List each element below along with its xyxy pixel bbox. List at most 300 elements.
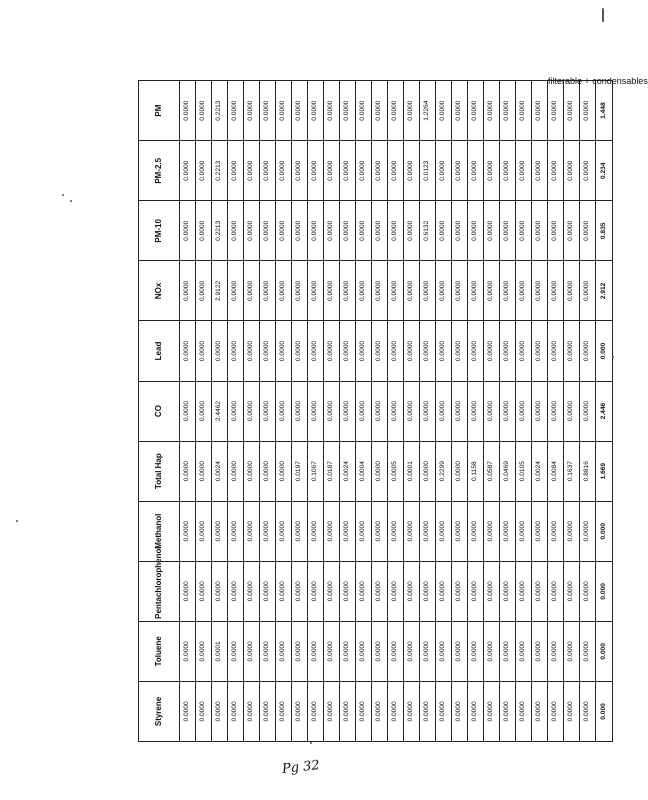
table-cell: 0.0000 — [420, 261, 436, 321]
table-cell: 0.0000 — [228, 81, 244, 141]
table-cell: 0.0000 — [196, 321, 212, 381]
table-cell: 0.0000 — [436, 81, 452, 141]
table-cell: 0.0000 — [468, 621, 484, 681]
table-cell: 0.0000 — [292, 621, 308, 681]
table-cell: 0.0469 — [500, 441, 516, 501]
table-row — [420, 81, 436, 742]
total-cell: 2.912 — [596, 261, 613, 321]
table-cell: 0.0000 — [276, 621, 292, 681]
table-cell: 0.0000 — [420, 681, 436, 741]
table-cell: 0.0000 — [500, 501, 516, 561]
table-cell: 0.0000 — [244, 381, 260, 441]
table-cell: 0.0000 — [228, 441, 244, 501]
table-cell: 0.0123 — [420, 141, 436, 201]
table-cell: 0.0000 — [180, 681, 196, 741]
table-cell: 0.0000 — [484, 261, 500, 321]
table-row — [564, 81, 580, 742]
table-cell: 0.0001 — [212, 621, 228, 681]
table-cell: 0.0000 — [276, 501, 292, 561]
table-cell: 0.0000 — [516, 81, 532, 141]
col-header: Styrene — [139, 681, 180, 741]
table-cell: 0.0000 — [404, 561, 420, 621]
table-row — [532, 81, 548, 742]
header-row — [139, 81, 180, 742]
table-cell: 0.0000 — [228, 621, 244, 681]
table-cell: 0.0000 — [388, 261, 404, 321]
table-cell: 0.0000 — [564, 321, 580, 381]
table-cell: 0.0000 — [180, 261, 196, 321]
table-row — [500, 81, 516, 742]
table-cell: 0.0000 — [308, 141, 324, 201]
table-cell: 0.0000 — [548, 201, 564, 261]
table-cell: 0.0000 — [196, 441, 212, 501]
table-cell: 0.0000 — [260, 141, 276, 201]
table-cell: 0.0000 — [484, 81, 500, 141]
table-cell: 0.0000 — [324, 321, 340, 381]
table-cell: 0.0000 — [356, 501, 372, 561]
table-cell: 0.0000 — [340, 321, 356, 381]
table-cell: 0.0000 — [340, 501, 356, 561]
table-row — [580, 81, 596, 742]
table-cell: 0.0000 — [228, 381, 244, 441]
table-cell: 0.0000 — [308, 381, 324, 441]
table-cell: 0.0000 — [356, 381, 372, 441]
table-cell: 0.0000 — [468, 681, 484, 741]
table-cell: 0.1067 — [308, 441, 324, 501]
table-cell: 0.0000 — [260, 321, 276, 381]
table-cell: 0.0000 — [484, 621, 500, 681]
col-header: PM — [139, 81, 180, 141]
table-cell: 0.6132 — [420, 201, 436, 261]
table-cell: 0.0000 — [388, 561, 404, 621]
table-cell: 0.0000 — [324, 141, 340, 201]
table-cell: 0.0000 — [292, 141, 308, 201]
table-cell: 0.0000 — [548, 381, 564, 441]
table-cell: 0.0000 — [500, 621, 516, 681]
table-cell: 0.0000 — [340, 81, 356, 141]
table-cell: 0.0000 — [532, 561, 548, 621]
table-cell: 0.0000 — [420, 501, 436, 561]
table-cell: 0.0000 — [436, 621, 452, 681]
table-cell: 0.0000 — [580, 561, 596, 621]
table-cell: 0.0000 — [484, 501, 500, 561]
table-cell: 0.0000 — [532, 381, 548, 441]
table-cell: 0.0000 — [468, 501, 484, 561]
table-cell: 0.0000 — [388, 201, 404, 261]
table-cell: 0.0000 — [228, 261, 244, 321]
table-cell: 0.0000 — [532, 261, 548, 321]
scan-speck — [70, 200, 72, 202]
table-row — [356, 81, 372, 742]
table-row — [452, 81, 468, 742]
table-cell: 0.0000 — [324, 81, 340, 141]
table-cell: 0.0000 — [324, 261, 340, 321]
table-cell: 0.0000 — [548, 321, 564, 381]
table-cell: 0.0000 — [276, 261, 292, 321]
table-cell: 0.0000 — [244, 561, 260, 621]
table-cell: 0.0000 — [388, 381, 404, 441]
table-cell: 0.0000 — [420, 381, 436, 441]
table-cell: 0.0000 — [212, 681, 228, 741]
table-cell: 0.0000 — [548, 501, 564, 561]
table-cell: 0.0000 — [484, 201, 500, 261]
table-cell: 0.0000 — [260, 261, 276, 321]
table-cell: 0.0000 — [452, 561, 468, 621]
table-cell: 0.0000 — [484, 381, 500, 441]
scan-speck — [602, 8, 604, 22]
table-cell: 0.0000 — [260, 681, 276, 741]
table-cell: 0.0000 — [356, 141, 372, 201]
table-cell: 0.0000 — [260, 381, 276, 441]
table-cell: 0.0000 — [388, 141, 404, 201]
table-row — [276, 81, 292, 742]
table-cell: 0.0000 — [404, 621, 420, 681]
table-cell: 0.0000 — [388, 681, 404, 741]
table-cell: 0.0024 — [212, 441, 228, 501]
table-cell: 0.0000 — [196, 621, 212, 681]
table-cell: 2.9122 — [212, 261, 228, 321]
table-cell: 0.0000 — [324, 561, 340, 621]
table-cell: 0.0000 — [404, 201, 420, 261]
table-cell: 0.0000 — [292, 681, 308, 741]
table-cell: 0.0000 — [500, 381, 516, 441]
table-cell: 0.0000 — [436, 561, 452, 621]
table-cell: 0.0000 — [564, 381, 580, 441]
table-cell: 0.0000 — [532, 621, 548, 681]
col-header: Total Hap — [139, 441, 180, 501]
table-cell: 0.0000 — [372, 381, 388, 441]
table-cell: 0.0000 — [372, 201, 388, 261]
table-cell: 0.0000 — [276, 201, 292, 261]
table-cell: 0.1637 — [564, 441, 580, 501]
table-cell: 0.2299 — [436, 441, 452, 501]
table-cell: 0.0000 — [580, 81, 596, 141]
table-cell: 0.0000 — [244, 321, 260, 381]
table-body — [180, 81, 613, 742]
table-cell: 0.0000 — [404, 321, 420, 381]
table-cell: 0.0000 — [580, 321, 596, 381]
table-cell: 0.0000 — [308, 321, 324, 381]
table-cell: 0.0000 — [196, 81, 212, 141]
table-cell: 0.0000 — [452, 81, 468, 141]
table-note: filterable + condensables — [548, 76, 648, 86]
table-row — [228, 81, 244, 742]
table-cell: 0.0000 — [468, 321, 484, 381]
table-cell: 0.0000 — [468, 81, 484, 141]
table-cell: 0.1158 — [468, 441, 484, 501]
table-cell: 0.0000 — [436, 501, 452, 561]
table-cell: 0.0000 — [500, 561, 516, 621]
table-cell: 0.0000 — [548, 261, 564, 321]
table-cell: 0.0000 — [532, 81, 548, 141]
table-cell: 0.0000 — [260, 441, 276, 501]
table-cell: 0.0000 — [580, 261, 596, 321]
table-cell: 0.0000 — [356, 621, 372, 681]
table-cell: 0.0000 — [452, 681, 468, 741]
table-cell: 0.0000 — [308, 681, 324, 741]
total-cell: 0.234 — [596, 141, 613, 201]
col-header: PM-2.5 — [139, 141, 180, 201]
table-cell: 0.0000 — [436, 201, 452, 261]
table-cell: 0.0000 — [228, 561, 244, 621]
table-cell: 0.0000 — [372, 261, 388, 321]
table-cell: 0.0000 — [196, 141, 212, 201]
table-row — [404, 81, 420, 742]
table-cell: 0.0000 — [484, 321, 500, 381]
col-header: Lead — [139, 321, 180, 381]
total-cell: 0.835 — [596, 201, 613, 261]
table-cell: 0.0000 — [180, 441, 196, 501]
table-cell: 0.0000 — [356, 321, 372, 381]
table-cell: 0.2213 — [212, 141, 228, 201]
table-cell: 0.0000 — [228, 141, 244, 201]
table-cell: 0.0000 — [532, 141, 548, 201]
table-row — [516, 81, 532, 742]
table-cell: 0.0000 — [532, 201, 548, 261]
table-cell: 0.0000 — [500, 81, 516, 141]
table-cell: 0.0000 — [452, 621, 468, 681]
table-cell: 0.0000 — [196, 561, 212, 621]
table-cell: 0.0000 — [372, 681, 388, 741]
table-cell: 0.0000 — [276, 681, 292, 741]
table-cell: 0.0000 — [244, 501, 260, 561]
table-cell: 0.0000 — [324, 681, 340, 741]
table-cell: 0.0000 — [324, 201, 340, 261]
table-cell: 0.0000 — [484, 561, 500, 621]
table-cell: 0.0000 — [228, 681, 244, 741]
table-cell: 0.0000 — [212, 321, 228, 381]
table-cell: 0.0000 — [404, 681, 420, 741]
table-cell: 0.0000 — [388, 621, 404, 681]
total-cell: 0.000 — [596, 321, 613, 381]
table-cell: 0.0000 — [260, 501, 276, 561]
table-cell: 0.0000 — [324, 621, 340, 681]
table-cell: 0.0000 — [516, 321, 532, 381]
table-cell: 0.0000 — [308, 81, 324, 141]
table-cell: 0.0000 — [260, 81, 276, 141]
table-cell: 0.0000 — [580, 201, 596, 261]
table-cell: 0.0000 — [276, 561, 292, 621]
table-row — [308, 81, 324, 742]
table-cell: 0.0000 — [404, 261, 420, 321]
table-cell: 0.0000 — [436, 321, 452, 381]
table-cell: 0.0000 — [180, 621, 196, 681]
table-cell: 0.8816 — [580, 441, 596, 501]
table-cell: 0.0000 — [548, 81, 564, 141]
table-row — [340, 81, 356, 742]
table-cell: 0.0000 — [260, 561, 276, 621]
table-cell: 0.0000 — [452, 201, 468, 261]
table-cell: 0.0000 — [244, 261, 260, 321]
table-cell: 0.0000 — [388, 321, 404, 381]
table-cell: 0.0000 — [244, 441, 260, 501]
table-row — [548, 81, 564, 742]
table-cell: 0.0000 — [532, 321, 548, 381]
table-cell: 0.0000 — [420, 441, 436, 501]
table-cell: 0.0000 — [180, 561, 196, 621]
table-cell: 0.0105 — [516, 441, 532, 501]
table-cell: 0.0000 — [516, 501, 532, 561]
table-cell: 0.0000 — [548, 621, 564, 681]
total-cell: 2.446 — [596, 381, 613, 441]
table-cell: 0.0000 — [548, 561, 564, 621]
col-header: Pentachlorophenol — [139, 561, 180, 621]
table-cell: 0.0000 — [308, 561, 324, 621]
table-row — [180, 81, 196, 742]
table-cell: 0.0000 — [580, 621, 596, 681]
table-cell: 0.0000 — [580, 681, 596, 741]
table-cell: 0.0000 — [500, 681, 516, 741]
totals-row — [596, 81, 613, 742]
table-cell: 0.0000 — [468, 381, 484, 441]
total-cell: 0.000 — [596, 561, 613, 621]
table-cell: 0.0000 — [372, 621, 388, 681]
table-cell: 0.0000 — [372, 501, 388, 561]
table-cell: 0.0000 — [356, 681, 372, 741]
table-cell: 0.0000 — [276, 81, 292, 141]
table-cell: 0.0000 — [196, 381, 212, 441]
table-row — [260, 81, 276, 742]
table-cell: 0.0000 — [180, 501, 196, 561]
table-cell: 0.0024 — [532, 441, 548, 501]
table-cell: 0.0000 — [388, 81, 404, 141]
table-cell: 0.0000 — [340, 561, 356, 621]
table-cell: 0.0000 — [180, 141, 196, 201]
table-cell: 0.0000 — [452, 381, 468, 441]
table-cell: 0.0000 — [244, 141, 260, 201]
table-cell: 0.0084 — [548, 441, 564, 501]
emissions-table — [138, 80, 613, 742]
rotated-table-page — [138, 80, 607, 742]
table-cell: 0.0000 — [548, 141, 564, 201]
table-cell: 0.0000 — [404, 381, 420, 441]
total-cell: 0.000 — [596, 681, 613, 741]
table-cell: 0.0000 — [500, 261, 516, 321]
table-cell: 0.0000 — [372, 141, 388, 201]
table-cell: 0.0000 — [244, 201, 260, 261]
table-cell: 0.0000 — [564, 621, 580, 681]
table-cell: 0.0000 — [180, 381, 196, 441]
table-cell: 0.0000 — [244, 681, 260, 741]
table-cell: 0.0000 — [196, 201, 212, 261]
table-cell: 0.0000 — [260, 621, 276, 681]
table-cell: 0.0197 — [292, 441, 308, 501]
table-row — [292, 81, 308, 742]
table-cell: 0.0000 — [404, 141, 420, 201]
table-cell: 0.0000 — [516, 681, 532, 741]
table-cell: 0.0000 — [420, 621, 436, 681]
table-cell: 1.2264 — [420, 81, 436, 141]
table-row — [212, 81, 228, 742]
col-header: NOx — [139, 261, 180, 321]
table-cell: 0.0000 — [292, 261, 308, 321]
table-cell: 0.0000 — [276, 321, 292, 381]
table-cell: 0.0000 — [372, 321, 388, 381]
table-cell: 0.0000 — [436, 381, 452, 441]
table-row — [388, 81, 404, 742]
table-cell: 0.0000 — [340, 381, 356, 441]
table-cell: 0.0000 — [180, 201, 196, 261]
table-cell: 0.0000 — [564, 501, 580, 561]
table-cell: 0.0000 — [276, 381, 292, 441]
table-cell: 0.0005 — [388, 441, 404, 501]
table-cell: 0.0000 — [292, 81, 308, 141]
table-cell: 0.0000 — [564, 561, 580, 621]
table-cell: 0.0000 — [580, 141, 596, 201]
table-cell: 0.0000 — [516, 141, 532, 201]
table-cell: 0.0000 — [516, 561, 532, 621]
col-header: Toluene — [139, 621, 180, 681]
scan-speck — [310, 742, 312, 744]
table-cell: 0.0000 — [340, 621, 356, 681]
table-cell: 0.0000 — [292, 201, 308, 261]
table-cell: 0.0000 — [292, 381, 308, 441]
table-cell: 0.0000 — [324, 501, 340, 561]
table-cell: 0.0000 — [196, 501, 212, 561]
table-cell: 0.0000 — [516, 201, 532, 261]
table-cell: 0.0000 — [468, 201, 484, 261]
table-cell: 0.0000 — [356, 81, 372, 141]
table-cell: 0.0000 — [484, 681, 500, 741]
col-header: Methanol — [139, 501, 180, 561]
table-cell: 0.0000 — [532, 681, 548, 741]
table-cell: 0.0000 — [196, 681, 212, 741]
table-cell: 0.0000 — [436, 261, 452, 321]
table-cell: 0.0000 — [228, 201, 244, 261]
scan-speck — [62, 194, 64, 196]
table-cell: 0.0000 — [308, 501, 324, 561]
total-cell: 1.448 — [596, 81, 613, 141]
scan-speck — [16, 520, 18, 522]
table-cell: 0.0000 — [356, 201, 372, 261]
table-cell: 0.0000 — [404, 81, 420, 141]
table-cell: 0.0000 — [244, 81, 260, 141]
table-cell: 0.0000 — [452, 141, 468, 201]
table-row — [244, 81, 260, 742]
table-cell: 0.0000 — [228, 321, 244, 381]
table-cell: 0.0024 — [340, 441, 356, 501]
table-cell: 0.0000 — [212, 501, 228, 561]
table-cell: 0.0587 — [484, 441, 500, 501]
table-cell: 0.0000 — [452, 321, 468, 381]
table-cell: 0.0000 — [356, 261, 372, 321]
table-cell: 0.0000 — [436, 141, 452, 201]
table-cell: 0.0000 — [452, 501, 468, 561]
table-cell: 0.0000 — [276, 141, 292, 201]
table-row — [484, 81, 500, 742]
table-cell: 0.0000 — [564, 81, 580, 141]
table-cell: 0.0000 — [436, 681, 452, 741]
table-cell: 0.0000 — [372, 561, 388, 621]
total-cell: 0.000 — [596, 621, 613, 681]
table-cell: 0.0000 — [580, 381, 596, 441]
table-cell: 0.0000 — [548, 681, 564, 741]
table-cell: 0.0187 — [324, 441, 340, 501]
table-cell: 0.0004 — [356, 441, 372, 501]
col-header: PM-10 — [139, 201, 180, 261]
table-cell: 0.0000 — [532, 501, 548, 561]
table-cell: 0.0000 — [260, 201, 276, 261]
table-cell: 0.0000 — [564, 681, 580, 741]
table-cell: 0.0000 — [196, 261, 212, 321]
table-cell: 0.0000 — [516, 381, 532, 441]
table-cell: 0.0000 — [308, 201, 324, 261]
table-cell: 0.0000 — [308, 261, 324, 321]
table-cell: 0.0000 — [340, 261, 356, 321]
table-row — [196, 81, 212, 742]
table-cell: 0.0000 — [356, 561, 372, 621]
scan-speck — [612, 356, 614, 358]
